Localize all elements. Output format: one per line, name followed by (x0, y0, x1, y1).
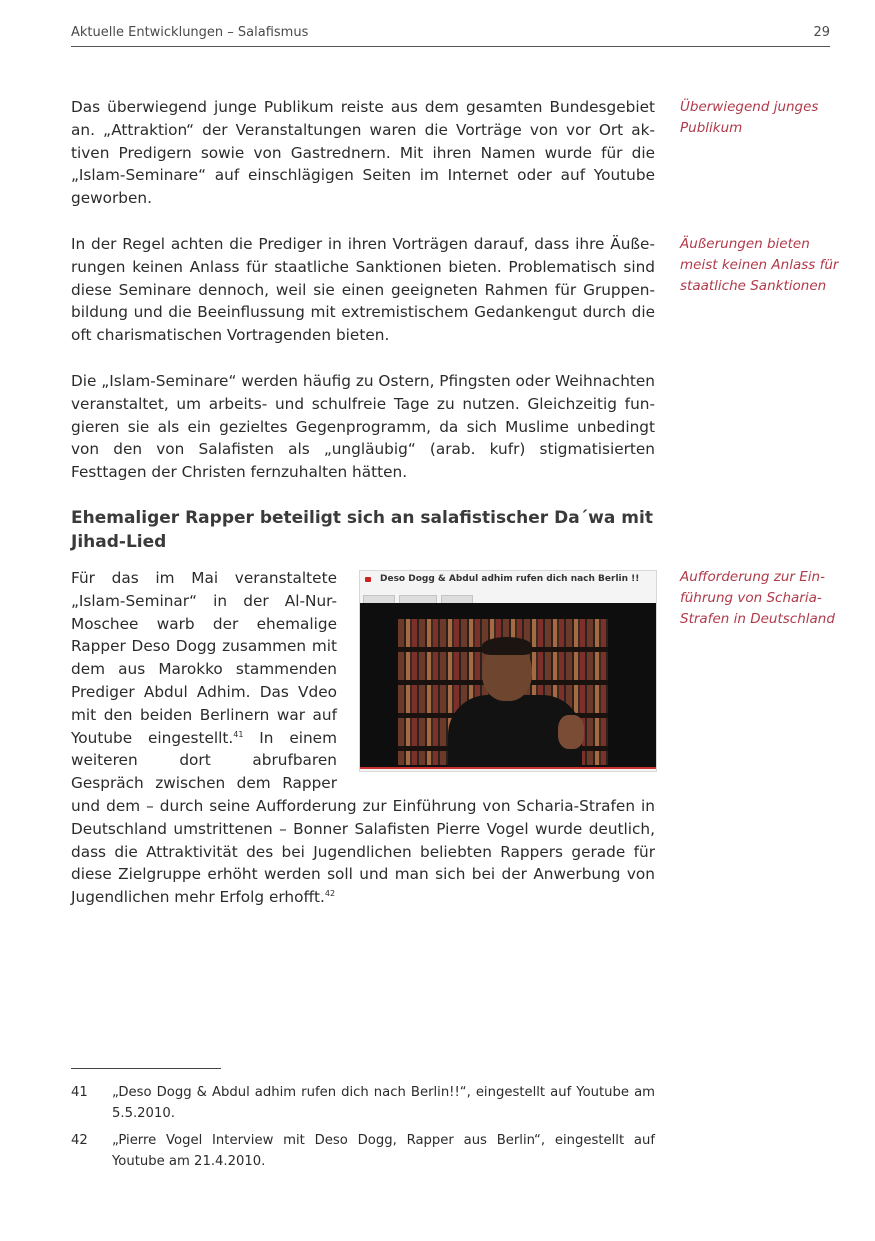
footnote-text: „Deso Dogg & Abdul adhim rufen dich nach Berlin!!“, eingestellt auf Youtube am 5.5.2010. (112, 1085, 655, 1121)
paragraph-4-part-2: In einem weiteren dort abrufbaren Gespräch zwischen dem Rapper und dem – durch seine Aufforderung zur Einführung von Scharia-Strafen in Deutschland umstrittenen – Bonner Salafisten Pierre Vogel wurde deutlich, dass die Attraktivität des bei Jugendlichen beliebten Rappers gerade für diese Zielgruppe erhöht werden soll und man sich bei der Anwerbung von Jugendlichen mehr Erfolg erhofft. (71, 728, 655, 907)
margin-note-3: Aufforderung zur Einführung von Scharia-Strafen in Deutschland (680, 569, 835, 627)
section-heading: Ehemaliger Rapper beteiligt sich an salafistischer Da´wa mit Jihad-Lied (71, 508, 653, 552)
running-header (71, 22, 830, 47)
margin-note-2: Äußerungen bieten meist keinen Anlass für staatliche Sanktionen (680, 236, 839, 294)
paragraph-4-part-1: Für das im Mai veranstaltete „Islam-Seminar“ in der Al-Nur-Moschee warb der ehemalige Rapper Deso Dogg zusammen mit dem aus Marokko stammenden Prediger Abdul Adhim. Das Vdeo mit den beiden Berlinern war auf Youtube eingestellt. (71, 569, 337, 747)
footnote-ref-42[interactable]: 42 (324, 889, 336, 899)
paragraph-1: Das überwiegend junge Publikum reiste aus dem gesamten Bundesgebiet an. „Attraktion“ der Veranstaltungen waren die Vorträge von vor Ort aktiven Predigern sowie von Gastrednern. Mit ihren Namen wurde für die „Islam-Seminare“ auf einschlägigen Seiten im Internet oder auf Youtube geworben. (71, 98, 655, 208)
footnote-number: 42 (71, 1133, 88, 1148)
footnote-text: „Pierre Vogel Interview mit Deso Dogg, Rapper aus Berlin“, eingestellt auf Youtube am 21.4.2010. (112, 1133, 655, 1169)
progress-line (360, 767, 656, 769)
speaker-hand (558, 715, 584, 749)
page-number: 29 (813, 25, 830, 40)
footnote-number: 41 (71, 1085, 88, 1100)
paragraph-3: Die „Islam-Seminare“ werden häufig zu Ostern, Pfingsten oder Weihnachten veranstaltet, um arbeits- und schulfreie Tage zu nutzen. Gleichzeitig fungieren sie als ein gezieltes Gegenprogramm, da sich Muslime unbedingt von den von Salafisten als „ungläubig“ (arab. kufr) stigmatisierten Festtagen der Christen fernzuhalten hätten. (71, 372, 655, 482)
youtube-icon (365, 577, 371, 582)
header-title: Aktuelle Entwicklungen – Salafismus (71, 25, 309, 40)
video-frame (360, 603, 656, 769)
video-title: Deso Dogg & Abdul adhim rufen dich nach Berlin !! (380, 574, 640, 584)
margin-note-1: Überwiegend junges Publikum (680, 99, 819, 136)
video-screenshot (359, 570, 657, 772)
paragraph-2: In der Regel achten die Prediger in ihren Vorträgen darauf, dass ihre Äußerungen keinen Anlass für staatliche Sanktionen bieten. Problematisch sind diese Seminare dennoch, weil sie einen geeigneten Rahmen für Gruppenbildung und die Beeinflussung mit extremistischem Gedankengut durch die oft charismatischen Vortragenden bieten. (71, 235, 655, 345)
speaker-figure (440, 641, 590, 769)
speaker-hair (482, 637, 532, 655)
video-toolbar (363, 589, 543, 597)
footnote-separator (71, 1068, 221, 1069)
footnote-ref-41[interactable]: 41 (233, 729, 244, 739)
